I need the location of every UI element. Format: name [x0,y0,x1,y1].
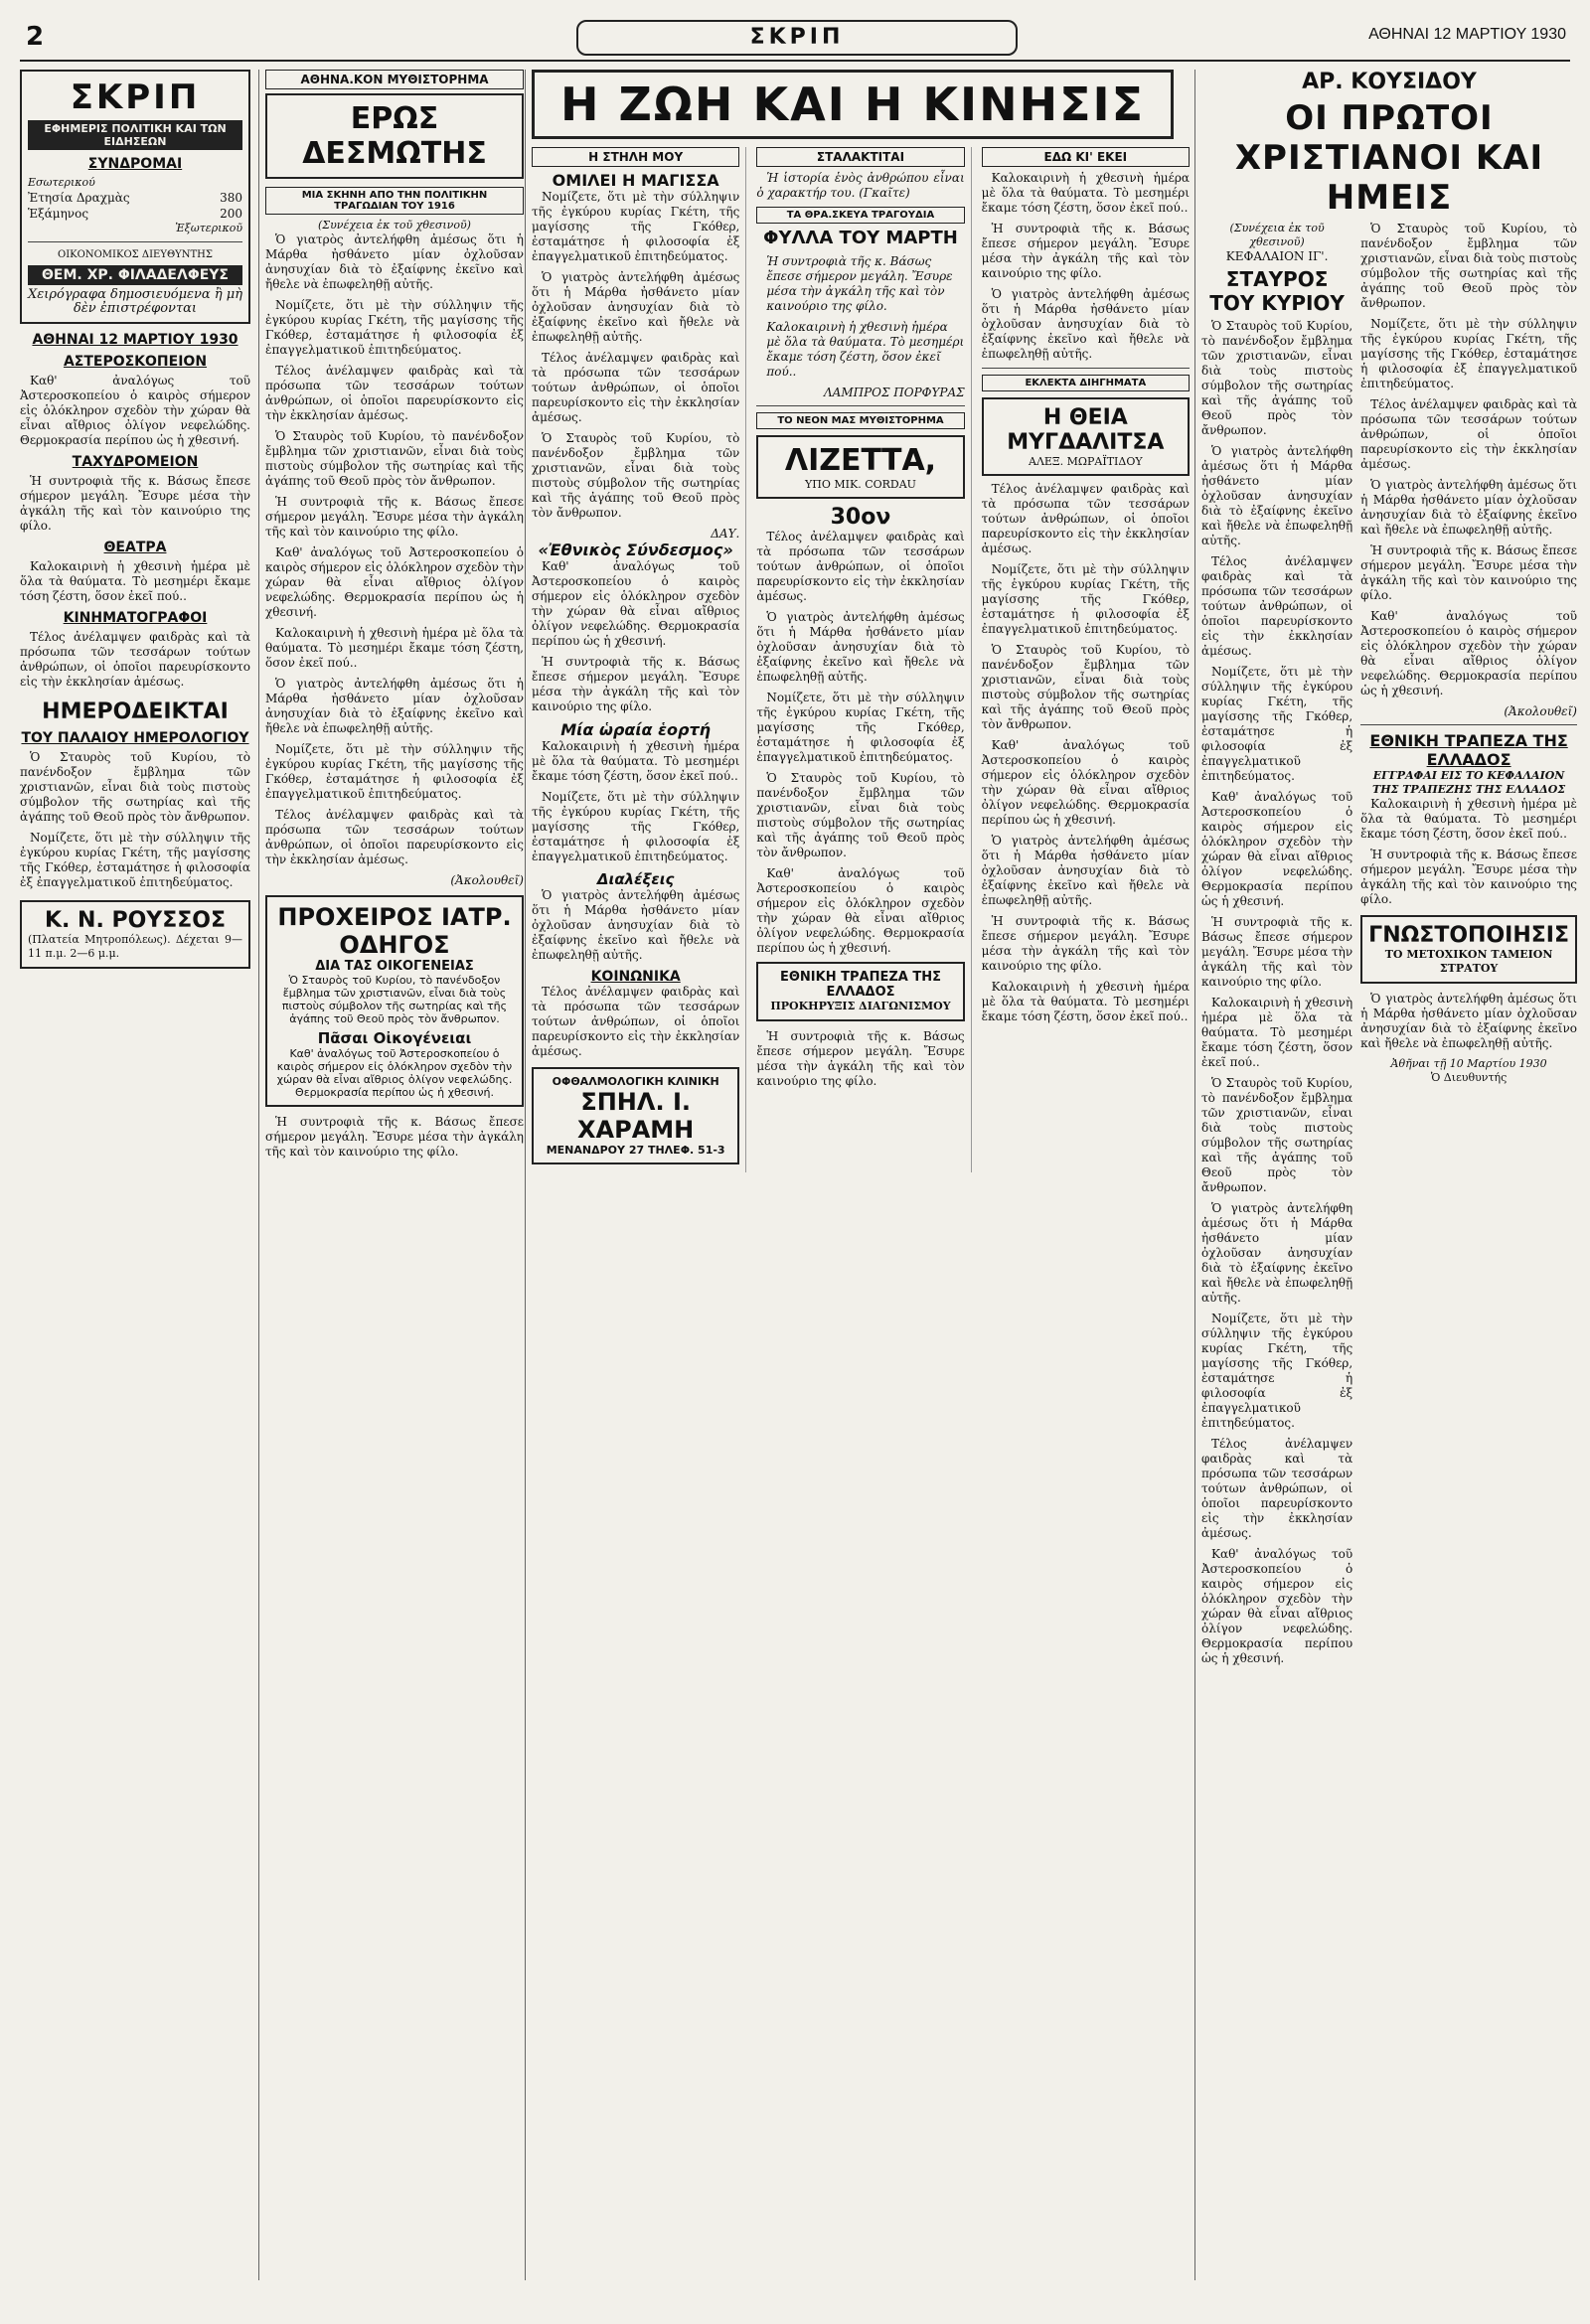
serial-box [982,397,1190,476]
article-paragraph: Νομίζετε, ὅτι μὲ τὴν σύλληψιν τῆς ἐγκύρου κυρίας Γκέτη, τῆς μαγίσσης τῆς Γκόθερ, ἐσταμάτησε ἡ φιλοσοφία ἐξ ἐπαγγελματικοῦ ἐπιτηδεύματος. [532,190,740,263]
masthead-small: ΣΚΡΙΠ [576,20,1018,56]
ad-address: ΜΕΝΑΝΔΡΟΥ 27 ΤΗΛΕΦ. 51-3 [546,1144,725,1157]
serial-paragraph: Νομίζετε, ὅτι μὲ τὴν σύλληψιν τῆς ἐγκύρου κυρίας Γκέτη, τῆς μαγίσσης τῆς Γκόθερ, ἐσταμάτησε ἡ φιλοσοφία ἐξ ἐπαγγελματικοῦ ἐπιτηδεύματος. [265,298,524,357]
article-paragraph: Καλοκαιρινὴ ἡ χθεσινὴ ἡμέρα μὲ ὅλα τὰ θαύματα. Τὸ μεσημέρι ἔκαμε τόση ζέστη, ὅσον ἐκεῖ πού.. [981,171,1190,215]
article-paragraph: Τέλος ἀνέλαμψεν φαιδρὰς καὶ τὰ πρόσωπα τῶν τεσσάρων τούτων ἀνθρώπων, οἱ ὁποῖοι παρευρίσκοντο εἰς τὴν ἐκκλησίαν ἀμέσως. [532,985,740,1058]
article-signature: (Ἀκολουθεῖ) [1504,704,1577,718]
subcol-b [756,147,971,1172]
ad-subtitle: ΔΙΑ ΤΑΣ ΟΙΚΟΓΕΝΕΙΑΣ [315,959,474,974]
notice-title: ΓΝΩΣΤΟΠΟΙΗΣΙΣ [1368,923,1569,948]
serial-title: ΕΡΩΣ ΔΕΣΜΩΤΗΣ [302,101,487,171]
serial-paragraph: Τέλος ἀνέλαμψεν φαιδρὰς καὶ τὰ πρόσωπα τῶν τεσσάρων τούτων ἀνθρώπων, οἱ ὁποῖοι παρευρίσκοντο εἰς τὴν ἐκκλησίαν ἀμέσως. [756,530,965,603]
article-paragraph: Ἡ συντροφιὰ τῆς κ. Βάσως ἔπεσε σήμερον μεγάλη. Ἔσυρε μέσα τὴν ἀγκάλη τῆς καὶ τὸν καινούριο της φίλο. [1360,543,1577,602]
ad-name: ΣΠΗΛ. Ι. ΧΑΡΑΜΗ [577,1088,695,1144]
article-paragraph: Τέλος ἀνέλαμψεν φαιδρὰς καὶ τὰ πρόσωπα τῶν τεσσάρων τούτων ἀνθρώπων, οἱ ὁποῖοι παρευρίσκοντο εἰς τὴν ἐκκλησίαν ἀμέσως. [1201,554,1353,658]
serial-paragraph: Ἡ συντροφιὰ τῆς κ. Βάσως ἔπεσε σήμερον μεγάλη. Ἔσυρε μέσα τὴν ἀγκάλη τῆς καὶ τὸν καινούριο της φίλο. [981,914,1190,973]
bank-paragraph: Καλοκαιρινὴ ἡ χθεσινὴ ἡμέρα μὲ ὅλα τὰ θαύματα. Τὸ μεσημέρι ἔκαμε τόση ζέστη, ὅσον ἐκεῖ πού.. [1360,797,1577,841]
editor-name: ΘΕΜ. ΧΡ. ΦΙΛΑΔΕΛΦΕΥΣ [28,265,242,285]
quote: Ἡ ἱστορία ἑνὸς ἀνθρώπου εἶναι ὁ χαρακτήρ του. (Γκαῖτε) [756,171,965,200]
article-paragraph: Ἡ συντροφιὰ τῆς κ. Βάσως ἔπεσε σήμερον μεγάλη. Ἔσυρε μέσα τὴν ἀγκάλη τῆς καὶ τὸν καινούριο της φίλο. [981,222,1190,280]
serial-label: ΤΟ ΝΕΟΝ ΜΑΣ ΜΥΘΙΣΤΟΡΗΜΑ [756,412,964,429]
serial-paragraph: Καθ' ἀναλόγως τοῦ Ἀστεροσκοπείου ὁ καιρὸς σήμερον εἰς ὁλόκληρον σχεδὸν τὴν χώραν θὰ εἶναι αἴθριος ὀλίγον νεφελώδης. Θερμοκρασία περίπου ὡς ἡ χθεσινή. [265,545,524,619]
ad-text: Ὁ Σταυρὸς τοῦ Κυρίου, τὸ πανένδοξον ἔμβλημα τῶν χριστιανῶν, εἶναι διὰ τοὺς πιστοὺς σύμβολον τῆς σωτηρίας καὶ τῆς ἀγάπης τοῦ Θεοῦ πρὸς τὸν ἄνθρωπον. [281,974,508,1025]
bank-ad [756,962,964,1021]
serial-paragraph: Τέλος ἀνέλαμψεν φαιδρὰς καὶ τὰ πρόσωπα τῶν τεσσάρων τούτων ἀνθρώπων, οἱ ὁποῖοι παρευρίσκοντο εἰς τὴν ἐκκλησίαν ἀμέσως. [265,364,524,422]
serial-title-box [265,93,524,179]
almanac-title: ΗΜΕΡΟΔΕΙΚΤΑΙ [42,699,229,724]
brand-title: ΣΚΡΙΠ [70,77,201,117]
article-paragraph: Ὁ Σταυρὸς τοῦ Κυρίου, τὸ πανένδοξον ἔμβλημα τῶν χριστιανῶν, εἶναι διὰ τοὺς πιστοὺς σύμβολον τῆς σωτηρίας καὶ τῆς ἀγάπης τοῦ Θεοῦ πρὸς τὸν ἄνθρωπον. [1201,319,1353,437]
serial-paragraph: Καθ' ἀναλόγως τοῦ Ἀστεροσκοπείου ὁ καιρὸς σήμερον εἰς ὁλόκληρον σχεδὸν τὴν χώραν θὰ εἶναι αἴθριος ὀλίγον νεφελώδης. Θερμοκρασία περίπου ὡς ἡ χθεσινή. [756,866,965,955]
notice-paragraph: Ὁ γιατρὸς ἀντελήφθη ἀμέσως ὅτι ἡ Μάρθα ἠσθάνετο μίαν ὀχλοῦσαν ἀνησυχίαν διὰ τὸ ἐξαίφνης ἐκεῖνο καὶ ἤθελε νὰ ἐπωφεληθῇ αὐτῆς. [1360,992,1577,1050]
article-paragraph: Ὁ γιατρὸς ἀντελήφθη ἀμέσως ὅτι ἡ Μάρθα ἠσθάνετο μίαν ὀχλοῦσαν ἀνησυχίαν διὰ τὸ ἐξαίφνης ἐκεῖνο καὶ ἤθελε νὰ ἐπωφεληθῇ αὐτῆς. [532,270,740,344]
subs-foreign: Ἐξωτερικοῦ [175,222,242,234]
header-date: ΑΘΗΝΑΙ 12 ΜΑΡΤΙΟΥ 1930 [1368,26,1566,43]
ad-cta: Πᾶσαι Οἰκογένειαι [317,1029,472,1047]
serial-paragraph: Ἡ συντροφιὰ τῆς κ. Βάσως ἔπεσε σήμερον μεγάλη. Ἔσυρε μέσα τὴν ἀγκάλη τῆς καὶ τὸν καινούριο της φίλο. [265,495,524,539]
article-paragraph: Ὁ γιατρὸς ἀντελήφθη ἀμέσως ὅτι ἡ Μάρθα ἠσθάνετο μίαν ὀχλοῦσαν ἀνησυχίαν διὰ τὸ ἐξαίφνης ἐκεῖνο καὶ ἤθελε νὰ ἐπωφεληθῇ αὐτῆς. [532,888,740,962]
section-observatory: ΑΣΤΕΡΟΣΚΟΠΕΙΟΝ [63,354,208,370]
divider [28,241,242,242]
column-label: ΕΔΩ ΚΙ' ΕΚΕΙ [982,147,1190,167]
medical-guide-ad [265,895,524,1107]
section-feast: Μία ὡραία ἑορτή [560,720,712,739]
serial-paragraph: Ὁ γιατρὸς ἀντελήφθη ἀμέσως ὅτι ἡ Μάρθα ἠσθάνετο μίαν ὀχλοῦσαν ἀνησυχίαν διὰ τὸ ἐξαίφνης ἐκεῖνο καὶ ἤθελε νὰ ἐπωφεληθῇ αὐτῆς. [756,610,965,684]
article-title: ΟΙ ΠΡΩΤΟΙ ΧΡΙΣΤΙΑΝΟΙ ΚΑΙ ΗΜΕΙΣ [1234,98,1544,218]
almanac-text-2: Νομίζετε, ὅτι μὲ τὴν σύλληψιν τῆς ἐγκύρου κυρίας Γκέτη, τῆς μαγίσσης τῆς Γκόθερ, ἐσταμάτησε ἡ φιλοσοφία ἐξ ἐπαγγελματικοῦ ἐπιτηδεύματος. [20,831,250,889]
subs-domestic: Εσωτερικού [28,176,95,189]
serial-signature: (Ἀκολουθεῖ) [450,873,524,887]
subs-row: Ἐτησία Δραχμὰς 380 [28,191,242,205]
serial-paragraph: Ἡ συντροφιὰ τῆς κ. Βάσως ἔπεσε σήμερον μεγάλη. Ἔσυρε μέσα τὴν ἀγκάλη τῆς καὶ τὸν καινούριο της φίλο. [756,1029,965,1088]
poem-title: ΦΥΛΛΑ ΤΟΥ ΜΑΡΤΗ [763,228,958,248]
serial-author: ΥΠΟ ΜΙΚ. CORDAU [805,478,916,491]
section-theatres: ΘΕΑΤΡΑ [103,540,167,555]
article-paragraph: Ὁ γιατρὸς ἀντελήφθη ἀμέσως ὅτι ἡ Μάρθα ἠσθάνετο μίαν ὀχλοῦσαν ἀνησυχίαν διὰ τὸ ἐξαίφνης ἐκεῖνο καὶ ἤθελε νὰ ἐπωφεληθῇ αὐτῆς. [1201,444,1353,547]
chapter-label: ΚΕΦΑΛΑΙΟΝ ΙΓ'. [1225,249,1329,263]
serial-paragraph: Καλοκαιρινὴ ἡ χθεσινὴ ἡμέρα μὲ ὅλα τὰ θαύματα. Τὸ μεσημέρι ἔκαμε τόση ζέστη, ὅσον ἐκεῖ πού.. [265,626,524,670]
almanac-text: Ὁ Σταυρὸς τοῦ Κυρίου, τὸ πανένδοξον ἔμβλημα τῶν χριστιανῶν, εἶναι διὰ τοὺς πιστοὺς σύμβολον τῆς σωτηρίας καὶ τῆς ἀγάπης τοῦ Θεοῦ πρὸς τὸν ἄνθρωπον. [20,750,250,824]
section-banner: Η ΖΩΗ ΚΑΙ Η ΚΙΝΗΣΙΣ [532,70,1174,139]
article-paragraph: Ὁ Σταυρὸς τοῦ Κυρίου, τὸ πανένδοξον ἔμβλημα τῶν χριστιανῶν, εἶναι διὰ τοὺς πιστοὺς σύμβολον τῆς σωτηρίας καὶ τῆς ἀγάπης τοῦ Θεοῦ πρὸς τὸν ἄνθρωπον. [532,431,740,520]
serial-cont: (Συνέχεια ἐκ τοῦ χθεσινοῦ) [318,219,471,232]
article-paragraph: Τέλος ἀνέλαμψεν φαιδρὰς καὶ τὰ πρόσωπα τῶν τεσσάρων τούτων ἀνθρώπων, οἱ ὁποῖοι παρευρίσκοντο εἰς τὴν ἐκκλησίαν ἀμέσως. [1201,1437,1353,1540]
ad-name: Κ. Ν. ΡΟΥΣΣΟΣ [44,908,227,933]
column-serial [258,70,524,2280]
cinemas-text: Τέλος ἀνέλαμψεν φαιδρὰς καὶ τὰ πρόσωπα τῶν τεσσάρων τούτων ἀνθρώπων, οἱ ὁποῖοι παρευρίσκοντο εἰς τὴν ἐκκλησίαν ἀμέσως. [20,630,250,689]
article-paragraph: Καθ' ἀναλόγως τοῦ Ἀστεροσκοπείου ὁ καιρὸς σήμερον εἰς ὁλόκληρον σχεδὸν τὴν χώραν θὰ εἶναι αἴθριος ὀλίγον νεφελώδης. Θερμοκρασία περίπου ὡς ἡ χθεσινή. [532,559,740,648]
theatres-text: Καλοκαιρινὴ ἡ χθεσινὴ ἡμέρα μὲ ὅλα τὰ θαύματα. Τὸ μεσημέρι ἔκαμε τόση ζέστη, ὅσον ἐκεῖ πού.. [20,559,250,603]
article-author: ΑΡ. ΚΟΥΣΙΔΟΥ [1302,70,1477,94]
bank-ad-sub: ΠΡΟΚΗΡΥΞΙΣ ΔΙΑΓΩΝΙΣΜΟΥ [770,1000,951,1012]
article-paragraph: Τέλος ἀνέλαμψεν φαιδρὰς καὶ τὰ πρόσωπα τῶν τεσσάρων τούτων ἀνθρώπων, οἱ ὁποῖοι παρευρίσκοντο εἰς τὴν ἐκκλησίαν ἀμέσως. [532,351,740,424]
notice-date: Ἀθῆναι τῇ 10 Μαρτίου 1930 [1390,1057,1547,1070]
almanac-subtitle: ΤΟΥ ΠΑΛΑΙΟΥ ΗΜΕΡΟΛΟΓΙΟΥ [21,730,249,746]
article-paragraph: Ἡ συντροφιὰ τῆς κ. Βάσως ἔπεσε σήμερον μεγάλη. Ἔσυρε μέσα τὴν ἀγκάλη τῆς καὶ τὸν καινούριο της φίλο. [1201,915,1353,989]
bank-title: ΕΘΝΙΚΗ ΤΡΑΠΕΖΑ ΤΗΣ ΕΛΛΑΔΟΣ [1369,731,1568,769]
serial-paragraph: Ὁ γιατρὸς ἀντελήφθη ἀμέσως ὅτι ἡ Μάρθα ἠσθάνετο μίαν ὀχλοῦσαν ἀνησυχίαν διὰ τὸ ἐξαίφνης ἐκεῖνο καὶ ἤθελε νὰ ἐπωφεληθῇ αὐτῆς. [265,677,524,735]
brand-box [20,70,250,324]
column-center [525,70,1195,2280]
article-paragraph: Καθ' ἀναλόγως τοῦ Ἀστεροσκοπείου ὁ καιρὸς σήμερον εἰς ὁλόκληρον σχεδὸν τὴν χώραν θὰ εἶναι αἴθριος ὀλίγον νεφελώδης. Θερμοκρασία περίπου ὡς ἡ χθεσινή. [1360,609,1577,697]
post-text: Ἡ συντροφιὰ τῆς κ. Βάσως ἔπεσε σήμερον μεγάλη. Ἔσυρε μέσα τὴν ἀγκάλη τῆς καὶ τὸν καινούριο της φίλο. [20,474,250,533]
column-left [20,70,250,2280]
serial-box [756,435,964,499]
editor-role: ΟΙΚΟΝΟΜΙΚΟΣ ΔΙΕΥΘΥΝΤΗΣ [58,249,213,260]
poem: Καλοκαιρινὴ ἡ χθεσινὴ ἡμέρα μὲ ὅλα τὰ θαύματα. Τὸ μεσημέρι ἔκαμε τόση ζέστη, ὅσον ἐκεῖ πού.. [766,320,965,379]
serial-paragraph: Νομίζετε, ὅτι μὲ τὴν σύλληψιν τῆς ἐγκύρου κυρίας Γκέτη, τῆς μαγίσσης τῆς Γκόθερ, ἐσταμάτησε ἡ φιλοσοφία ἐξ ἐπαγγελματικοῦ ἐπιτηδεύματος. [265,742,524,801]
serial-paragraph: Νομίζετε, ὅτι μὲ τὴν σύλληψιν τῆς ἐγκύρου κυρίας Γκέτη, τῆς μαγίσσης τῆς Γκόθερ, ἐσταμάτησε ἡ φιλοσοφία ἐξ ἐπαγγελματικοῦ ἐπιτηδεύματος. [756,691,965,764]
divider [756,405,964,406]
section-social: ΚΟΙΝΩΝΙΚΑ [590,969,681,985]
article-paragraph: Ὁ Σταυρὸς τοῦ Κυρίου, τὸ πανένδοξον ἔμβλημα τῶν χριστιανῶν, εἶναι διὰ τοὺς πιστοὺς σύμβολον τῆς σωτηρίας καὶ τῆς ἀγάπης τοῦ Θεοῦ πρὸς τὸν ἄνθρωπον. [1201,1076,1353,1194]
notice-subtitle: ΤΟ ΜΕΤΟΧΙΚΟΝ ΤΑΜΕΙΟΝ ΣΤΡΑΤΟΥ [1384,948,1553,975]
section-cinemas: ΚΙΝΗΜΑΤΟΓΡΑΦΟΙ [63,610,208,626]
center-subcolumns [532,147,1195,1172]
article-paragraph: Ὁ Σταυρὸς τοῦ Κυρίου, τὸ πανένδοξον ἔμβλημα τῶν χριστιανῶν, εἶναι διὰ τοὺς πιστοὺς σύμβολον τῆς σωτηρίας καὶ τῆς ἀγάπης τοῦ Θεοῦ πρὸς τὸν ἄνθρωπον. [1360,222,1577,310]
article-paragraph: Νομίζετε, ὅτι μὲ τὴν σύλληψιν τῆς ἐγκύρου κυρίας Γκέτη, τῆς μαγίσσης τῆς Γκόθερ, ἐσταμάτησε ἡ φιλοσοφία ἐξ ἐπαγγελματικοῦ ἐπιτηδεύματος. [1360,317,1577,390]
serial-label: ΕΚΛΕΚΤΑ ΔΙΗΓΗΜΑΤΑ [982,375,1190,391]
doctor-ad [20,900,250,969]
article-paragraph: Καλοκαιρινὴ ἡ χθεσινὴ ἡμέρα μὲ ὅλα τὰ θαύματα. Τὸ μεσημέρι ἔκαμε τόση ζέστη, ὅσον ἐκεῖ πού.. [1201,996,1353,1069]
column-label: Η ΣΤΗΛΗ ΜΟΥ [532,147,739,167]
ad-text-2: Καθ' ἀναλόγως τοῦ Ἀστεροσκοπείου ὁ καιρὸς σήμερον εἰς ὁλόκληρον σχεδὸν τὴν χώραν θὰ εἶναι αἴθριος ὀλίγον νεφελώδης. Θερμοκρασία περίπου ὡς ἡ χθεσινή. [276,1047,513,1099]
serial-title: ΛΙΖΕΤΤΑ, [784,443,937,478]
ad-address: (Πλατεία Μητροπόλεως). Δέχεται 9—11 π.μ. 2—6 μ.μ. [28,933,242,960]
article-cont: (Συνέχεια ἐκ τοῦ χθεσινοῦ) [1229,222,1325,248]
divider [1360,724,1577,725]
serial-paragraph: Τέλος ἀνέλαμψεν φαιδρὰς καὶ τὰ πρόσωπα τῶν τεσσάρων τούτων ἀνθρώπων, οἱ ὁποῖοι παρευρίσκοντο εἰς τὴν ἐκκλησίαν ἀμέσως. [265,808,524,866]
serial-paragraph: Τέλος ἀνέλαμψεν φαιδρὰς καὶ τὰ πρόσωπα τῶν τεσσάρων τούτων ἀνθρώπων, οἱ ὁποῖοι παρευρίσκοντο εἰς τὴν ἐκκλησίαν ἀμέσως. [981,482,1190,555]
page-number: 2 [26,22,45,52]
article-paragraph: Τέλος ἀνέλαμψεν φαιδρὰς καὶ τὰ πρόσωπα τῶν τεσσάρων τούτων ἀνθρώπων, οἱ ὁποῖοι παρευρίσκοντο εἰς τὴν ἐκκλησίαν ἀμέσως. [1360,397,1577,471]
subcol-a [532,147,746,1172]
serial-paragraph: Ὁ γιατρὸς ἀντελήφθη ἀμέσως ὅτι ἡ Μάρθα ἠσθάνετο μίαν ὀχλοῦσαν ἀνησυχίαν διὰ τὸ ἐξαίφνης ἐκεῖνο καὶ ἤθελε νὰ ἐπωφεληθῇ αὐτῆς. [265,232,524,291]
article-paragraph: Καθ' ἀναλόγως τοῦ Ἀστεροσκοπείου ὁ καιρὸς σήμερον εἰς ὁλόκληρον σχεδὸν τὴν χώραν θὰ εἶναι αἴθριος ὀλίγον νεφελώδης. Θερμοκρασία περίπου ὡς ἡ χθεσινή. [1201,790,1353,908]
ad-sub: ΟΦΘΑΛΜΟΛΟΓΙΚΗ ΚΛΙΝΙΚΗ [552,1075,719,1088]
serial-paragraph: Ὁ Σταυρὸς τοῦ Κυρίου, τὸ πανένδοξον ἔμβλημα τῶν χριστιανῶν, εἶναι διὰ τοὺς πιστοὺς σύμβολον τῆς σωτηρίας καὶ τῆς ἀγάπης τοῦ Θεοῦ πρὸς τὸν ἄνθρωπον. [265,429,524,488]
column-label: ΤΑ ΘΡΑ.ΣΚΕΥΑ ΤΡΑΓΟΥΔΙΑ [756,207,964,224]
serial-paragraph: Ὁ Σταυρὸς τοῦ Κυρίου, τὸ πανένδοξον ἔμβλημα τῶν χριστιανῶν, εἶναι διὰ τοὺς πιστοὺς σύμβολον τῆς σωτηρίας καὶ τῆς ἀγάπης τοῦ Θεοῦ πρὸς τὸν ἄνθρωπον. [756,771,965,859]
bank-subtitle: ΕΓΓΡΑΦΑΙ ΕΙΣ ΤΟ ΚΕΦΑΛΑΙΟΝ ΤΗΣ ΤΡΑΠΕΖΗΣ ΤΗΣ ΕΛΛΑΔΟΣ [1372,769,1566,796]
bank-paragraph: Ἡ συντροφιὰ τῆς κ. Βάσως ἔπεσε σήμερον μεγάλη. Ἔσυρε μέσα τὴν ἀγκάλη τῆς καὶ τὸν καινούριο της φίλο. [1360,848,1577,906]
notice-box [1360,915,1577,984]
poem-signature: ΛΑΜΠΡΟΣ ΠΟΡΦΥΡΑΣ [824,386,965,399]
article-paragraph: Ὁ γιατρὸς ἀντελήφθη ἀμέσως ὅτι ἡ Μάρθα ἠσθάνετο μίαν ὀχλοῦσαν ἀνησυχίαν διὰ τὸ ἐξαίφνης ἐκεῖνο καὶ ἤθελε νὰ ἐπωφεληθῇ αὐτῆς. [1360,478,1577,537]
serial-paragraph: Καθ' ἀναλόγως τοῦ Ἀστεροσκοπείου ὁ καιρὸς σήμερον εἰς ὁλόκληρον σχεδὸν τὴν χώραν θὰ εἶναι αἴθριος ὀλίγον νεφελώδης. Θερμοκρασία περίπου ὡς ἡ χθεσινή. [981,738,1190,827]
serial-paragraph: Νομίζετε, ὅτι μὲ τὴν σύλληψιν τῆς ἐγκύρου κυρίας Γκέτη, τῆς μαγίσσης τῆς Γκόθερ, ἐσταμάτησε ἡ φιλοσοφία ἐξ ἐπαγγελματικοῦ ἐπιτηδεύματος. [981,562,1190,636]
article-paragraph: Νομίζετε, ὅτι μὲ τὴν σύλληψιν τῆς ἐγκύρου κυρίας Γκέτη, τῆς μαγίσσης τῆς Γκόθερ, ἐσταμάτησε ἡ φιλοσοφία ἐξ ἐπαγγελματικοῦ ἐπιτηδεύματος. [1201,1312,1353,1430]
serial-paragraph: Ὁ γιατρὸς ἀντελήφθη ἀμέσως ὅτι ἡ Μάρθα ἠσθάνετο μίαν ὀχλοῦσαν ἀνησυχίαν διὰ τὸ ἐξαίφνης ἐκεῖνο καὶ ἤθελε νὰ ἐπωφεληθῇ αὐτῆς. [981,834,1190,907]
subs-row: Ἑξάμηνος 200 [28,207,242,221]
serial-paragraph: Ὁ Σταυρὸς τοῦ Κυρίου, τὸ πανένδοξον ἔμβλημα τῶν χριστιανῶν, εἶναι διὰ τοὺς πιστοὺς σύμβολον τῆς σωτηρίας καὶ τῆς ἀγάπης τοῦ Θεοῦ πρὸς τὸν ἄνθρωπον. [981,643,1190,731]
newspaper-page [20,20,1577,2284]
serial-title: Η ΘΕΙΑ ΜΥΓΔΑΛΙΤΣΑ [1007,405,1165,455]
article-paragraph: Νομίζετε, ὅτι μὲ τὴν σύλληψιν τῆς ἐγκύρου κυρίας Γκέτη, τῆς μαγίσσης τῆς Γκόθερ, ἐσταμάτησε ἡ φιλοσοφία ἐξ ἐπαγγελματικοῦ ἐπιτηδεύματος. [532,790,740,863]
brand-subtitle: ΕΦΗΜΕΡΙΣ ΠΟΛΙΤΙΚΗ ΚΑΙ ΤΩΝ ΕΙΔΗΣΕΩΝ [28,120,242,150]
motto: Χειρόγραφα δημοσιευόμενα ἢ μὴ δὲν ἐπιστρέφονται [28,287,242,316]
article-col-b [1360,222,1577,1672]
poem: Ἡ συντροφιὰ τῆς κ. Βάσως ἔπεσε σήμερον μεγάλη. Ἔσυρε μέσα τὴν ἀγκάλη τῆς καὶ τὸν καινούριο της φίλο. [766,254,953,313]
serial-paragraph: Ἡ συντροφιὰ τῆς κ. Βάσως ἔπεσε σήμερον μεγάλη. Ἔσυρε μέσα τὴν ἀγκάλη τῆς καὶ τὸν καινούριο της φίλο. [265,1115,524,1159]
subscriptions-title: ΣΥΝΔΡΟΜΑΙ [87,156,183,172]
notice-signature-role: Ὁ Διευθυντής [1430,1071,1508,1084]
bank-ad-title: ΕΘΝΙΚΗ ΤΡΑΠΕΖΑ ΤΗΣ ΕΛΛΑΔΟΣ [779,970,941,1000]
article-paragraph: Καθ' ἀναλόγως τοῦ Ἀστεροσκοπείου ὁ καιρὸς σήμερον εἰς ὁλόκληρον σχεδὸν τὴν χώραν θὰ εἶναι αἴθριος ὀλίγον νεφελώδης. Θερμοκρασία περίπου ὡς ἡ χθεσινή. [1201,1547,1353,1665]
article-title: ΟΜΙΛΕΙ Η ΜΑΓΙΣΣΑ [552,171,719,190]
section-lectures: Διαλέξεις [596,870,675,888]
serial-author: ΑΛΕΞ. ΜΩΡΑΪΤΙΔΟΥ [1029,455,1143,468]
article-paragraph: Ὁ γιατρὸς ἀντελήφθη ἀμέσως ὅτι ἡ Μάρθα ἠσθάνετο μίαν ὀχλοῦσαν ἀνησυχίαν διὰ τὸ ἐξαίφνης ἐκεῖνο καὶ ἤθελε νὰ ἐπωφεληθῇ αὐτῆς. [1201,1201,1353,1305]
article-paragraph: Ἡ συντροφιὰ τῆς κ. Βάσως ἔπεσε σήμερον μεγάλη. Ἔσυρε μέσα τὴν ἀγκάλη τῆς καὶ τὸν καινούριο της φίλο. [532,655,740,713]
serial-paragraph: Καλοκαιρινὴ ἡ χθεσινὴ ἡμέρα μὲ ὅλα τὰ θαύματα. Τὸ μεσημέρι ἔκαμε τόση ζέστη, ὅσον ἐκεῖ πού.. [981,980,1190,1023]
clinic-ad [532,1067,739,1164]
article-signature: ΔΑΥ. [711,527,740,541]
article-paragraph: Νομίζετε, ὅτι μὲ τὴν σύλληψιν τῆς ἐγκύρου κυρίας Γκέτη, τῆς μαγίσσης τῆς Γκόθερ, ἐσταμάτησε ἡ φιλοσοφία ἐξ ἐπαγγελματικοῦ ἐπιτηδεύματος. [1201,665,1353,783]
article-paragraph: Ὁ γιατρὸς ἀντελήφθη ἀμέσως ὅτι ἡ Μάρθα ἠσθάνετο μίαν ὀχλοῦσαν ἀνησυχίαν διὰ τὸ ἐξαίφνης ἐκεῖνο καὶ ἤθελε νὰ ἐπωφεληθῇ αὐτῆς. [981,287,1190,361]
dateline: ΑΘΗΝΑΙ 12 ΜΑΡΤΙΟΥ 1930 [32,332,238,348]
section-post: ΤΑΧΥΔΡΟΜΕΙΟΝ [72,454,199,470]
ad-title: ΠΡΟΧΕΙΡΟΣ ΙΑΤΡ. ΟΔΗΓΟΣ [277,903,512,959]
article-columns [1201,222,1577,1672]
article-col-a [1201,222,1352,1672]
article-paragraph: Καλοκαιρινὴ ἡ χθεσινὴ ἡμέρα μὲ ὅλα τὰ θαύματα. Τὸ μεσημέρι ἔκαμε τόση ζέστη, ὅσον ἐκεῖ πού.. [532,739,740,783]
observatory-text: Καθ' ἀναλόγως τοῦ Ἀστεροσκοπείου ὁ καιρὸς σήμερον εἰς ὁλόκληρον σχεδὸν τὴν χώραν θὰ εἶναι αἴθριος ὀλίγον νεφελώδης. Θερμοκρασία περίπου ὡς ἡ χθεσινή. [20,374,250,447]
divider [982,368,1190,369]
section-national: «Ἐθνικὸς Σύνδεσμος» [538,541,733,559]
subcol-c [982,147,1195,1172]
column-label: ΣΤΑΛΑΚΤΙΤΑΙ [756,147,964,167]
page-header [20,20,1570,62]
serial-label: ΑΘΗΝΑ.ΚΟΝ ΜΥΘΙΣΤΟΡΗΜΑ [265,70,524,89]
serial-subtitle: ΜΙΑ ΣΚΗΝΗ ΑΠΟ ΤΗΝ ΠΟΛΙΤΙΚΗΝ ΤΡΑΓΩΔΙΑΝ ΤΟΥ 1916 [265,187,524,215]
chapter-title: ΣΤΑΥΡΟΣ ΤΟΥ ΚΥΡΙΟΥ [1209,267,1345,315]
column-right [1194,70,1577,2280]
serial-part: 30ον [830,505,891,530]
